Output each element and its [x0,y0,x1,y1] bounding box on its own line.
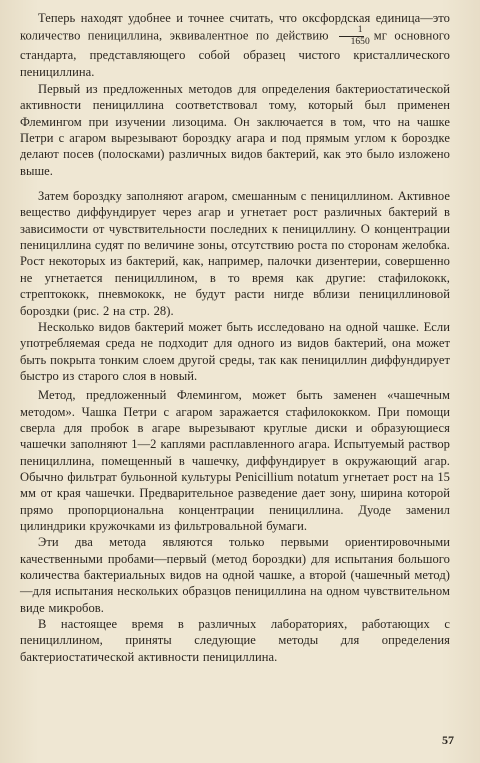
fraction-denominator: 1650 [350,37,370,48]
paragraph-oxford-unit [20,10,450,80]
page-number: 57 [442,733,454,747]
paragraph-cup-method: Метод, предложенный Флемингом, может быть заменен «чашечным методом». Чашка Петри с агаром заражается стафилококком. При помощи сверла для пробок в агаре вырезывают круглые диски и образующиеся чашечки заполняют 1—2 каплями расплавленного агара. Испытуемый раствор пенициллина, помещенный в чашечку, диффундирует в окружающий агар. Обычно фильтрат бульонной культуры Penicillium notatum угнетает рост на 15 мм от края чашечки. Предварительное разведение дает зону, ширина которой прямо пропорциональна концентрации пенициллина. Дуоде заменил цилиндрики кружочками из фильтровальной бумаги. [20,388,450,533]
paragraph-two-methods: Эти два метода являются только первыми ориентировочными качественными пробами—первый (метод бороздки) для испытания большого количества бактериальных видов на одной чашке, а второй (чашечный метод)—для испытания нескольких образцов пенициллина на одном чувствительном виде микробов. [20,535,450,615]
fraction-numerator: 1 [339,26,364,37]
fraction [333,26,370,47]
paragraph-oxford-unit-text-b: мг основного стандарта, представляющего собой образец чистого кристаллического пенициллина. [20,28,450,79]
paragraph-groove-fill: Затем бороздку заполняют агаром, смешанным с пенициллином. Активное вещество диффундирует через агар и угнетает рост различных бактерий в зависимости от чувствительности последних к пенициллину. О концентрации пенициллина судят по величине зоны, отсутствию роста по сторонам желобка. Рост некоторых из бактерий, как, например, палочки дизентерии, совершенно не угнетается пенициллином, в то время как другие: стафилококк, стрептококк, пневмококк, не будут расти нигде вблизи пенициллиновой бороздки (рис. 2 на стр. 28). [20,189,450,318]
paragraph-several-species: Несколько видов бактерий может быть исследовано на одной чашке. Если употребляемая среда не подходит для одного из видов бактерий, она может быть покрыта тонким слоем другой среды, так как пенициллин диффундирует быстро из старого слоя в новый. [20,319,450,383]
paragraph-first-method: Первый из предложенных методов для определения бактериостатической активности пенициллина соответствовал тому, который был применен Флемингом при изучении лизоцима. Он заключается в том, что на чашке Петри с агаром вырезывают бороздку агара и под прямым углом к бороздке делают посев (полосками) различных видов бактерий, как это было изложено выше. [20,82,450,178]
paragraph-current-methods: В настоящее время в различных лабораториях, работающих с пенициллином, приняты следующие методы для определения бактериостатической активности пенициллина. [20,617,450,664]
paragraph-oxford-unit-text-a: Теперь находят удобнее и точнее считать, что оксфордская единица—это количество пенициллина, эквивалентное по действию [20,11,450,43]
